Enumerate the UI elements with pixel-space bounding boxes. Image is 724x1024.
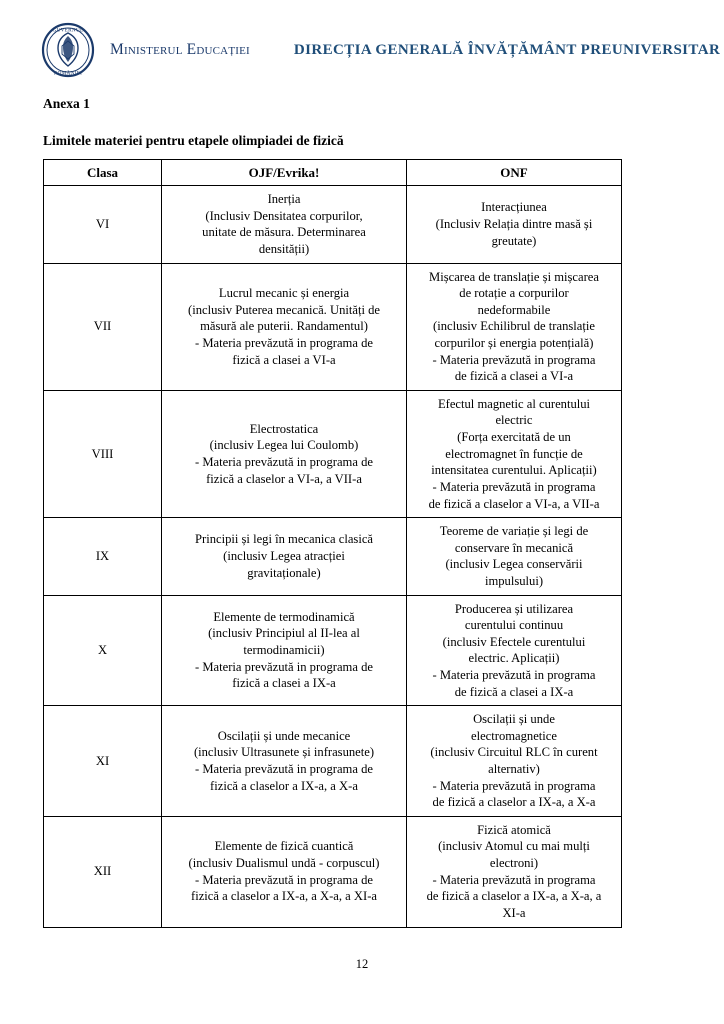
column-header-clasa: Clasa	[44, 160, 162, 186]
cell-line: (Inclusiv Densitatea corpurilor,	[205, 208, 363, 223]
cell-clasa: VII	[44, 263, 162, 390]
cell-line: Lucrul mecanic și energia	[218, 286, 350, 301]
cell-line: corpurilor și energia potențială)	[434, 336, 594, 351]
cell-line: greutate)	[491, 233, 537, 248]
cell-line: alternativ)	[488, 762, 540, 777]
table-row	[44, 263, 622, 390]
cell-ojf	[162, 595, 407, 706]
cell-line: - Materia prevăzută in programa	[432, 778, 596, 793]
cell-line: Electrostatica	[249, 421, 319, 436]
table-row	[44, 518, 622, 595]
table-row	[44, 706, 622, 817]
cell-line: Principii și legi în mecanica clasică	[195, 532, 373, 547]
romanian-coat-of-arms-icon	[40, 22, 96, 78]
cell-onf	[407, 816, 622, 927]
cell-line: Efectul magnetic al curentului	[437, 396, 591, 411]
cell-line: Fizică atomică	[477, 822, 551, 837]
cell-line: fizică a claselor a IX-a, a X-a	[210, 778, 358, 793]
cell-line: electromagnetice	[470, 728, 557, 743]
document-content	[0, 96, 724, 928]
cell-line: (inclusiv Legea atracției	[223, 549, 345, 564]
cell-line: (inclusiv Echilibrul de translație	[433, 319, 595, 334]
cell-line: electroni)	[489, 856, 539, 871]
table-row	[44, 816, 622, 927]
cell-line: electromagnet în funcție de	[445, 446, 583, 461]
cell-line: - Materia prevăzută in programa	[432, 872, 596, 887]
cell-line: (inclusiv Atomul cu mai mulți	[438, 839, 590, 854]
cell-line: fizică a claselor a IX-a, a X-a, a XI-a	[191, 889, 377, 904]
cell-line: (inclusiv Efectele curentului	[442, 634, 586, 649]
cell-line: fizică a clasei a IX-a	[232, 676, 336, 691]
cell-clasa: VIII	[44, 390, 162, 517]
cell-onf	[407, 263, 622, 390]
cell-line: - Materia prevăzută in programa	[432, 668, 596, 682]
cell-line: gravitaționale)	[247, 565, 321, 580]
document-header	[0, 0, 724, 78]
cell-ojf	[162, 390, 407, 517]
ministry-name: Ministerul Educației	[110, 41, 250, 58]
cell-line: de fizică a clasei a IX-a	[454, 684, 574, 699]
cell-line: de fizică a claselor a IX-a, a X-a	[432, 795, 596, 810]
cell-line: fizică a clasei a VI-a	[232, 352, 336, 367]
cell-onf	[407, 518, 622, 595]
cell-line: densității)	[258, 241, 310, 256]
annex-label: Anexa 1	[43, 96, 90, 111]
cell-ojf	[162, 518, 407, 595]
svg-text:ROMÂNIEI: ROMÂNIEI	[53, 70, 83, 77]
cell-clasa: X	[44, 595, 162, 706]
cell-ojf	[162, 816, 407, 927]
cell-line: - Materia prevăzută in programa de	[195, 762, 373, 777]
department-title: DIRECȚIA GENERALĂ ÎNVĂȚĂMÂNT PREUNIVERSITAR	[293, 41, 721, 58]
cell-line: fizică a claselor a VI-a, a VII-a	[206, 471, 362, 486]
cell-onf	[407, 186, 622, 263]
cell-line: Inerția	[267, 192, 301, 207]
cell-line: de fizică a claselor a VI-a, a VII-a	[428, 496, 600, 511]
cell-line: unitate de măsura. Determinarea	[202, 225, 366, 240]
table-row	[44, 595, 622, 706]
cell-line: electric	[495, 413, 533, 428]
table-body	[44, 186, 622, 927]
column-header-onf: ONF	[407, 160, 622, 186]
cell-line: curentului continuu	[464, 618, 564, 633]
cell-clasa: VI	[44, 186, 162, 263]
cell-line: de fizică a claselor a IX-a, a X-a, a	[426, 889, 602, 904]
cell-line: XI-a	[502, 905, 526, 920]
page-number: 12	[355, 957, 369, 971]
limits-table	[43, 159, 622, 928]
cell-line: Producerea și utilizarea	[454, 601, 574, 616]
cell-line: termodinamicii)	[243, 643, 325, 658]
cell-line: Mișcarea de translație și mișcarea	[429, 269, 599, 284]
cell-line: (inclusiv Puterea mecanică. Unități de	[188, 302, 380, 317]
cell-line: (Forța exercitată de un	[457, 430, 571, 445]
table-row	[44, 390, 622, 517]
cell-line: Oscilații și unde mecanice	[217, 728, 351, 743]
cell-clasa: XI	[44, 706, 162, 817]
cell-line: (Inclusiv Relația dintre masă și	[435, 217, 593, 232]
cell-line: nedeformabile	[477, 302, 551, 317]
cell-ojf	[162, 706, 407, 817]
cell-ojf	[162, 263, 407, 390]
cell-line: (inclusiv Legea conservării	[445, 557, 583, 572]
cell-line: Interacțiunea	[481, 200, 547, 215]
cell-ojf	[162, 186, 407, 263]
cell-line: de fizică a clasei a VI-a	[454, 369, 574, 384]
cell-line: de rotație a corpurilor	[459, 286, 569, 301]
cell-line: - Materia prevăzută in programa de	[195, 659, 373, 674]
column-header-ojf: OJF/Evrika!	[162, 160, 407, 186]
cell-line: - Materia prevăzută in programa	[432, 479, 596, 494]
cell-line: (inclusiv Principiul al II-lea al	[208, 626, 360, 641]
cell-line: electric. Aplicații)	[468, 651, 560, 666]
cell-clasa: IX	[44, 518, 162, 595]
cell-line: Oscilații și unde	[473, 712, 555, 727]
cell-line: - Materia prevăzută in programa de	[195, 454, 373, 469]
cell-line: (inclusiv Circuitul RLC în curent	[430, 745, 598, 760]
cell-line: - Materia prevăzută in programa de	[195, 336, 373, 351]
cell-line: - Materia prevăzută in programa	[432, 352, 596, 367]
cell-line: (inclusiv Ultrasunete și infrasunete)	[193, 745, 375, 760]
table-row	[44, 186, 622, 263]
cell-clasa: XII	[44, 816, 162, 927]
cell-line: conservare în mecanică	[454, 540, 574, 555]
cell-line: (inclusiv Legea lui Coulomb)	[209, 438, 359, 453]
cell-line: Elemente de fizică cuantică	[214, 839, 354, 854]
svg-text:GUVERNUL: GUVERNUL	[52, 27, 84, 34]
cell-line: - Materia prevăzută in programa de	[195, 872, 373, 887]
document-subtitle: Limitele materiei pentru etapele olimpiadei de fizică	[43, 133, 344, 148]
cell-line: impulsului)	[484, 573, 544, 588]
cell-line: măsură ale puterii. Randamentul)	[200, 319, 368, 334]
cell-onf	[407, 390, 622, 517]
cell-onf	[407, 595, 622, 706]
cell-line: (inclusiv Dualismul undă - corpuscul)	[188, 856, 380, 871]
table-header-row	[44, 160, 622, 186]
cell-line: Teoreme de variație și legi de	[439, 524, 589, 539]
cell-line: intensitatea curentului. Aplicații)	[431, 463, 597, 478]
cell-onf	[407, 706, 622, 817]
cell-line: Elemente de termodinamică	[213, 609, 355, 624]
